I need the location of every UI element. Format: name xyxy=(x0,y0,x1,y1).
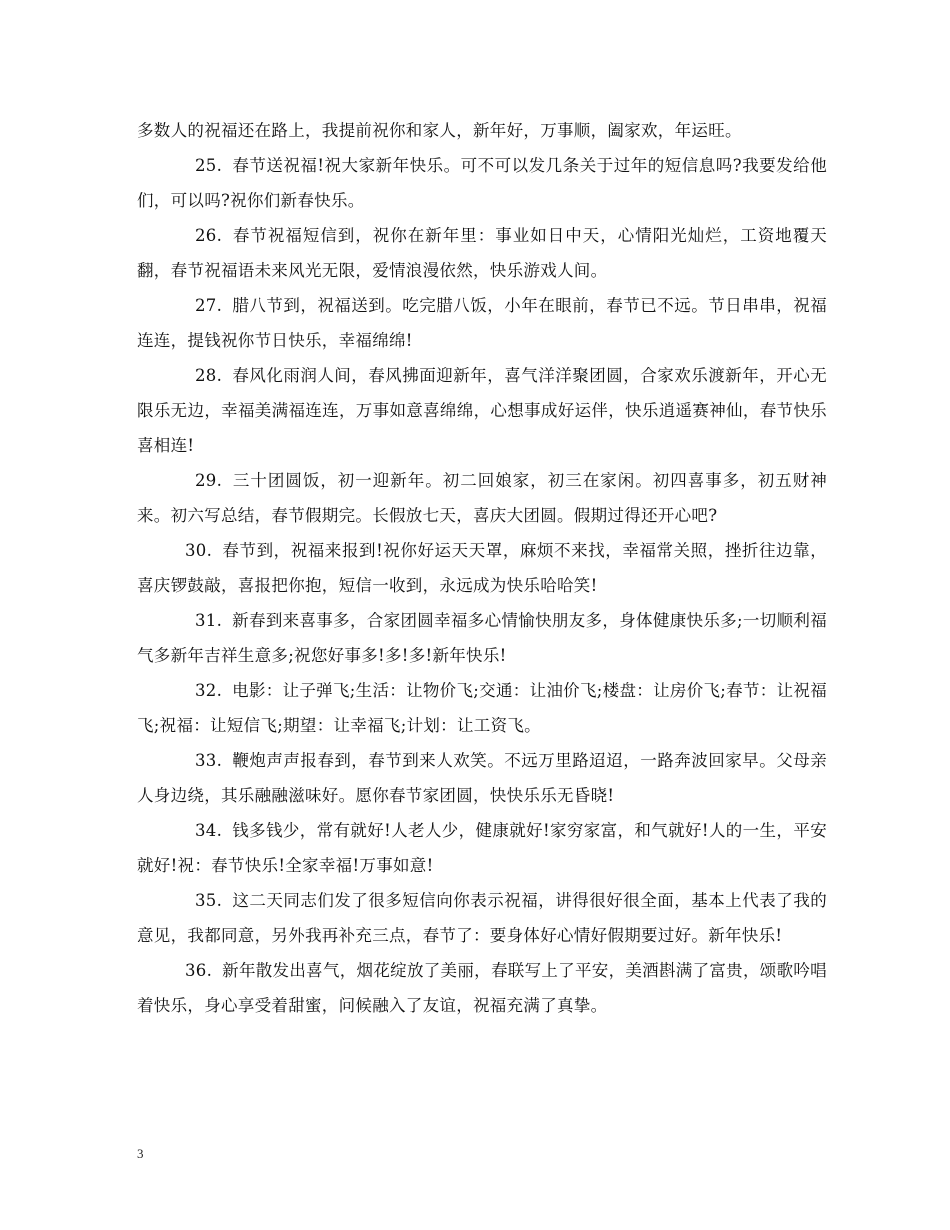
item-text: 鞭炮声声报春到，春节到来人欢笑。不远万里路迢迢，一路奔波回家早。父母亲人身边绕，其乐融融滋味好。愿你春节家团圆，快快乐乐无昏晓! xyxy=(137,751,827,805)
list-item xyxy=(137,883,827,953)
item-text: 新年散发出喜气，烟花绽放了美丽，春联写上了平安，美酒斟满了富贵，颂歌吟唱着快乐，身心享受着甜蜜，问候融入了友谊，祝福充满了真挚。 xyxy=(137,961,827,1015)
item-text: 这二天同志们发了很多短信向你表示祝福，讲得很好很全面，基本上代表了我的意见，我都同意，另外我再补充三点，春节了：要身体好心情好假期要过好。新年快乐! xyxy=(137,891,827,945)
item-number: 33. xyxy=(195,751,223,770)
item-text: 春节到，祝福来报到!祝你好运天天罩，麻烦不来找，幸福常关照，挫折往边靠，喜庆锣鼓敲，喜报把你抱，短信一收到，永远成为快乐哈哈笑! xyxy=(137,541,827,595)
item-text: 春节祝福短信到，祝你在新年里：事业如日中天，心情阳光灿烂，工资地覆天翻，春节祝福语未来风光无限，爱情浪漫依然，快乐游戏人间。 xyxy=(137,226,827,280)
list-item xyxy=(137,673,827,743)
list-item xyxy=(137,813,827,883)
list-item xyxy=(137,358,827,463)
document-body xyxy=(137,113,827,1023)
item-text: 新春到来喜事多，合家团圆幸福多心情愉快朋友多，身体健康快乐多;一切顺利福气多新年吉祥生意多;祝您好事多!多!多!新年快乐! xyxy=(137,611,827,665)
list-item xyxy=(137,288,827,358)
item-number: 32. xyxy=(195,681,223,700)
item-number: 27. xyxy=(195,296,223,315)
list-item xyxy=(137,603,827,673)
item-text: 春节送祝福!祝大家新年快乐。可不可以发几条关于过年的短信息吗?我要发给他们，可以吗?祝你们新春快乐。 xyxy=(137,156,827,210)
item-number: 28. xyxy=(195,366,223,385)
list-item xyxy=(137,743,827,813)
item-text: 三十团圆饭，初一迎新年。初二回娘家，初三在家闲。初四喜事多，初五财神来。初六写总结，春节假期完。长假放七天，喜庆大团圆。假期过得还开心吧? xyxy=(137,471,827,525)
page-number: 3 xyxy=(137,1146,144,1161)
item-text: 电影：让子弹飞;生活：让物价飞;交通：让油价飞;楼盘：让房价飞;春节：让祝福飞;祝福：让短信飞;期望：让幸福飞;计划：让工资飞。 xyxy=(137,681,827,735)
item-number: 25. xyxy=(195,156,223,175)
list-item xyxy=(137,463,827,533)
list-item xyxy=(137,533,827,603)
item-number: 30. xyxy=(185,541,213,560)
item-text: 钱多钱少，常有就好!人老人少，健康就好!家穷家富，和气就好!人的一生，平安就好!祝：春节快乐!全家幸福!万事如意! xyxy=(137,821,827,875)
continuation-paragraph: 多数人的祝福还在路上，我提前祝你和家人，新年好，万事顺，阖家欢，年运旺。 xyxy=(137,121,742,140)
item-number: 26. xyxy=(195,226,223,245)
item-number: 36. xyxy=(185,961,213,980)
list-item xyxy=(137,148,827,218)
list-item xyxy=(137,953,827,1023)
item-number: 34. xyxy=(195,821,223,840)
item-number: 35. xyxy=(195,891,223,910)
item-text: 春风化雨润人间，春风拂面迎新年，喜气洋洋聚团圆，合家欢乐渡新年，开心无限乐无边，幸福美满福连连，万事如意喜绵绵，心想事成好运伴，快乐逍遥赛神仙，春节快乐喜相连! xyxy=(137,366,827,455)
item-text: 腊八节到，祝福送到。吃完腊八饭，小年在眼前，春节已不远。节日串串，祝福连连，提钱祝你节日快乐，幸福绵绵! xyxy=(137,296,827,350)
list-item xyxy=(137,218,827,288)
item-number: 29. xyxy=(195,471,223,490)
item-number: 31. xyxy=(195,611,223,630)
